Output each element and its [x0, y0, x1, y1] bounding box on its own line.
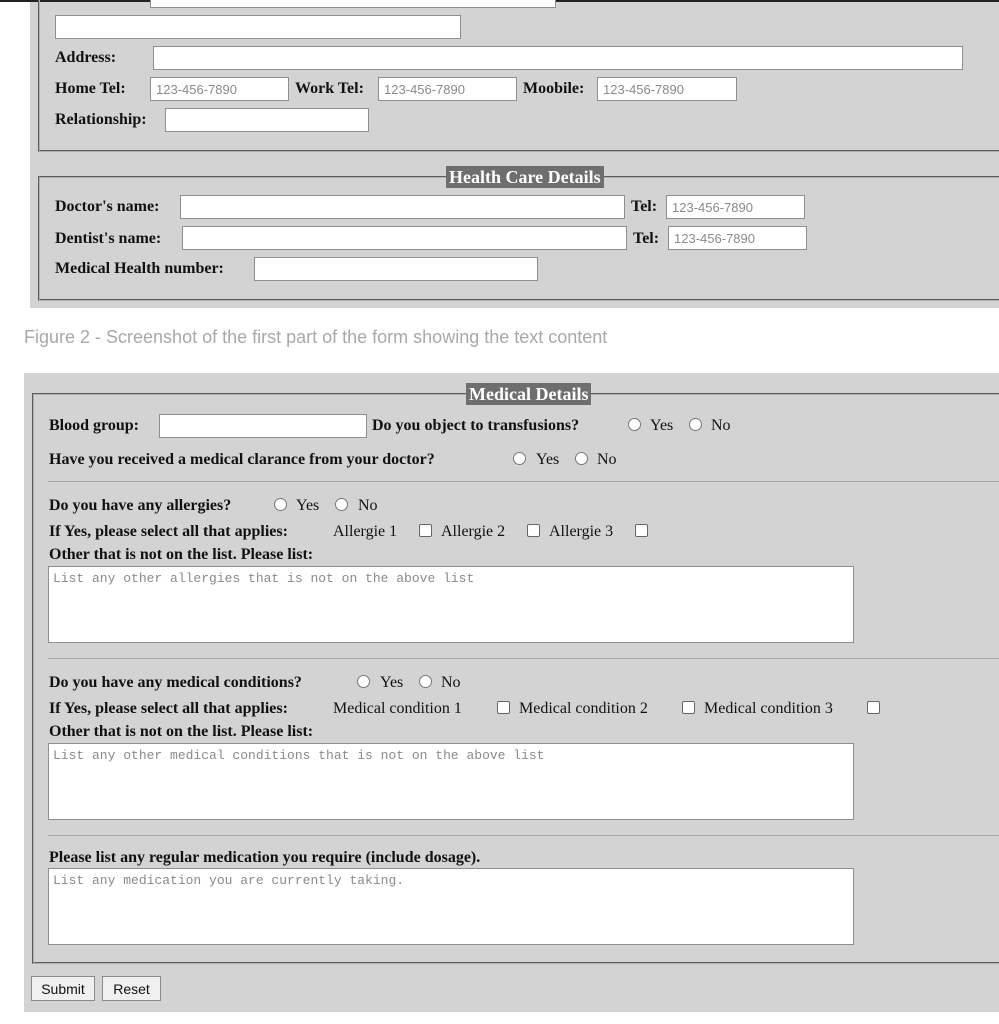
transfusion-yes-label: Yes [650, 417, 674, 434]
conditions-no-radio[interactable] [419, 675, 432, 688]
conditions-no-label: No [441, 674, 461, 691]
blood-group-field[interactable] [159, 414, 367, 438]
conditions-other-textarea[interactable]: List any other medical conditions that is not on the above list [48, 743, 854, 820]
clearance-no-radio[interactable] [575, 452, 588, 465]
health-care-legend: Health Care Details [446, 166, 604, 188]
allergy-option-1-checkbox[interactable] [419, 524, 432, 537]
address-label: Address: [55, 49, 117, 66]
allergies-other-label: Other that is not on the list. Please list: [49, 546, 314, 563]
clearance-question: Have you received a medical clarance from your doctor? [49, 451, 435, 468]
health-number-label: Medical Health number: [55, 260, 224, 277]
section-divider [48, 835, 999, 836]
condition-option-3-label: Medical condition 3 [704, 700, 833, 717]
dentist-name-label: Dentist's name: [55, 230, 162, 247]
dentist-tel-field[interactable]: 123-456-7890 [668, 226, 807, 250]
condition-option-2-label: Medical condition 2 [519, 700, 648, 717]
transfusion-no-radio[interactable] [689, 418, 702, 431]
transfusion-yes-radio[interactable] [628, 418, 641, 431]
allergy-option-3-checkbox[interactable] [635, 524, 648, 537]
dentist-tel-label: Tel: [633, 230, 660, 247]
submit-button[interactable]: Submit [31, 976, 95, 1001]
mobile-field[interactable]: 123-456-7890 [597, 77, 737, 101]
condition-option-3-checkbox[interactable] [867, 701, 880, 714]
allergy-option-2-checkbox[interactable] [527, 524, 540, 537]
allergy-option-1-label: Allergie 1 [333, 523, 398, 540]
allergy-option-3-label: Allergie 3 [549, 523, 614, 540]
clearance-no-label: No [597, 451, 617, 468]
contact-extra-field[interactable] [55, 15, 461, 39]
allergies-yes-label: Yes [296, 497, 320, 514]
conditions-yes-label: Yes [380, 674, 404, 691]
allergy-option-2-label: Allergie 2 [441, 523, 506, 540]
allergies-no-label: No [358, 497, 378, 514]
condition-option-1-checkbox[interactable] [497, 701, 510, 714]
clearance-yes-radio[interactable] [513, 452, 526, 465]
condition-option-1-label: Medical condition 1 [333, 700, 462, 717]
conditions-other-label: Other that is not on the list. Please list: [49, 723, 314, 740]
allergies-no-radio[interactable] [335, 498, 348, 511]
doctor-name-field[interactable] [180, 195, 625, 219]
medication-textarea[interactable]: List any medication you are currently taking. [48, 868, 854, 945]
section-divider [48, 481, 999, 482]
home-tel-label: Home Tel: [55, 80, 126, 97]
reset-button[interactable]: Reset [102, 976, 161, 1001]
allergies-question: Do you have any allergies? [49, 497, 232, 514]
allergies-select-prompt: If Yes, please select all that applies: [49, 523, 288, 540]
doctor-tel-label: Tel: [631, 198, 658, 215]
relationship-field[interactable] [165, 108, 369, 132]
name-field-top[interactable] [150, 0, 556, 8]
section-divider [48, 658, 999, 659]
conditions-select-prompt: If Yes, please select all that applies: [49, 700, 288, 717]
mobile-label: Moobile: [523, 80, 585, 97]
dentist-name-field[interactable] [182, 226, 627, 250]
home-tel-field[interactable]: 123-456-7890 [150, 77, 289, 101]
work-tel-field[interactable]: 123-456-7890 [378, 77, 517, 101]
relationship-label: Relationship: [55, 111, 147, 128]
conditions-yes-radio[interactable] [357, 675, 370, 688]
work-tel-label: Work Tel: [295, 80, 364, 97]
address-field[interactable] [153, 46, 963, 70]
transfusion-question: Do you object to transfusions? [372, 417, 580, 434]
figure-caption: Figure 2 - Screenshot of the first part of the form showing the text content [24, 327, 608, 347]
blood-group-label: Blood group: [49, 417, 139, 434]
allergies-other-textarea[interactable]: List any other allergies that is not on the above list [48, 566, 854, 643]
condition-option-2-checkbox[interactable] [682, 701, 695, 714]
conditions-question: Do you have any medical conditions? [49, 674, 302, 691]
transfusion-no-label: No [711, 417, 731, 434]
clearance-yes-label: Yes [536, 451, 560, 468]
doctor-name-label: Doctor's name: [55, 198, 160, 215]
medical-details-legend: Medical Details [466, 383, 591, 405]
health-number-field[interactable] [254, 257, 538, 281]
allergies-yes-radio[interactable] [274, 498, 287, 511]
doctor-tel-field[interactable]: 123-456-7890 [666, 195, 805, 219]
medication-question: Please list any regular medication you require (include dosage). [49, 849, 481, 866]
